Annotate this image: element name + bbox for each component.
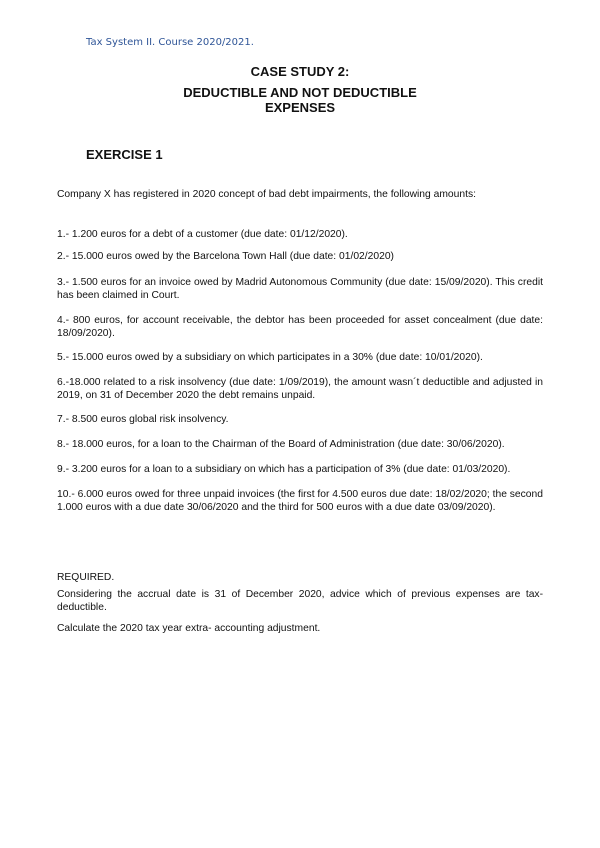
case-study-subtitle: DEDUCTIBLE AND NOT DEDUCTIBLE EXPENSES [183,85,417,115]
list-item-5: 5.- 15.000 euros owed by a subsidiary on which participates in a 30% (due date: 10/01/2020). [57,352,483,363]
required-line-1: Considering the accrual date is 31 of December 2020, advice which of previous expenses are tax-deductible. [57,589,543,613]
list-item-4: 4.- 800 euros, for account receivable, the debtor has been proceeded for asset concealment (due date: 18/09/2020). [57,315,543,339]
required-heading: REQUIRED. [57,572,115,583]
exercise-heading: EXERCISE 1 [86,147,163,162]
list-item-6: 6.-18.000 related to a risk insolvency (due date: 1/09/2019), the amount wasn´t deductible and adjusted in 2019, on 31 of December 2020 the debt remains unpaid. [57,377,543,401]
list-item-2: 2.- 15.000 euros owed by the Barcelona Town Hall (due date: 01/02/2020) [57,251,394,262]
required-line-2: Calculate the 2020 tax year extra- accounting adjustment. [57,623,321,634]
list-item-8: 8.- 18.000 euros, for a loan to the Chairman of the Board of Administration (due date: 30/06/2020). [57,439,505,450]
intro-paragraph: Company X has registered in 2020 concept of bad debt impairments, the following amounts: [57,189,476,200]
list-item-7: 7.- 8.500 euros global risk insolvency. [57,414,229,425]
course-header: Tax System II. Course 2020/2021. [86,37,254,48]
list-item-10: 10.- 6.000 euros owed for three unpaid invoices (the first for 4.500 euros due date: 18/02/2020; the second 1.000 euros with a due date 30/06/2020 and the third for 500 euros with a due date 03/09/2020). [57,489,543,513]
list-item-1: 1.- 1.200 euros for a debt of a customer (due date: 01/12/2020). [57,229,348,240]
list-item-9: 9.- 3.200 euros for a loan to a subsidiary on which has a participation of 3% (due date: 01/03/2020). [57,464,511,475]
case-study-title: CASE STUDY 2: [250,64,350,79]
list-item-3: 3.- 1.500 euros for an invoice owed by Madrid Autonomous Community (due date: 15/09/2020). This credit has been claimed in Court. [57,277,543,301]
